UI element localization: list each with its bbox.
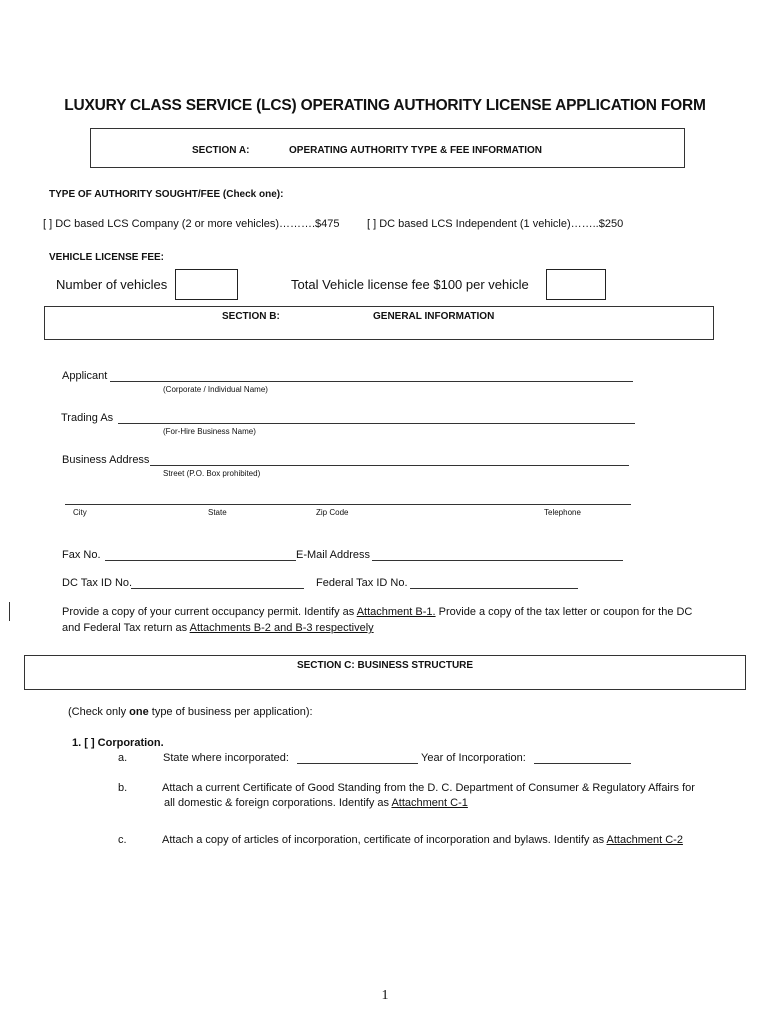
- form-title: LUXURY CLASS SERVICE (LCS) OPERATING AUTHORITY LICENSE APPLICATION FORM: [64, 97, 706, 114]
- applicant-label: Applicant: [62, 370, 108, 382]
- section-b-label: SECTION B:: [222, 311, 280, 322]
- num-vehicles-field[interactable]: [175, 269, 238, 300]
- margin-marker: [9, 602, 10, 621]
- check-bold: one: [129, 706, 149, 718]
- option-lcs-independent[interactable]: [ ] DC based LCS Independent (1 vehicle)……..$250: [367, 218, 624, 230]
- item-c-text-main: Attach a copy of articles of incorporation, certificate of incorporation and bylaws. Identify as: [162, 834, 607, 846]
- page-number: 1: [381, 988, 389, 1003]
- item-b-text-line1: Attach a current Certificate of Good Standing from the D. C. Department of Consumer & Regulatory Affairs for: [162, 782, 695, 794]
- email-label: E-Mail Address: [296, 549, 370, 561]
- note-text-2: Provide a copy of the tax letter or coupon for the DC: [435, 606, 693, 618]
- num-vehicles-label: Number of vehicles: [56, 277, 168, 292]
- section-b-heading: GENERAL INFORMATION: [373, 311, 495, 322]
- fed-tax-label: Federal Tax ID No.: [316, 577, 408, 589]
- vehicle-fee-heading: VEHICLE LICENSE FEE:: [49, 252, 165, 263]
- item-b-label: b.: [118, 782, 128, 794]
- zip-label: Zip Code: [316, 508, 349, 517]
- applicant-hint: (Corporate / Individual Name): [163, 385, 268, 394]
- check-post: type of business per application):: [148, 706, 313, 718]
- dc-tax-input[interactable]: [131, 588, 304, 589]
- email-input[interactable]: [372, 560, 623, 561]
- section-a-label: SECTION A:: [192, 145, 250, 156]
- trading-as-label: Trading As: [61, 412, 114, 424]
- check-pre: (Check only: [68, 706, 130, 718]
- total-fee-field[interactable]: [546, 269, 606, 300]
- trading-as-hint: (For-Hire Business Name): [163, 427, 256, 436]
- fax-label: Fax No.: [62, 549, 101, 561]
- applicant-input[interactable]: [110, 381, 633, 382]
- item-b-text2: all domestic & foreign corporations. Identify as: [164, 797, 392, 809]
- business-address-input[interactable]: [150, 465, 629, 466]
- check-one-instruction: [68, 706, 313, 718]
- attachment-b1: Attachment B-1.: [356, 606, 436, 618]
- city-state-zip-input[interactable]: [65, 504, 631, 505]
- fax-input[interactable]: [105, 560, 296, 561]
- attachment-b2-b3: Attachments B-2 and B-3 respectively: [189, 622, 374, 634]
- note-text-1: Provide a copy of your current occupancy permit. Identify as: [62, 606, 357, 618]
- authority-type-heading: TYPE OF AUTHORITY SOUGHT/FEE (Check one):: [49, 189, 284, 200]
- dc-tax-label: DC Tax ID No.: [62, 577, 133, 589]
- total-fee-label: Total Vehicle license fee $100 per vehicle: [291, 277, 529, 292]
- business-address-hint: Street (P.O. Box prohibited): [163, 469, 261, 478]
- item-a-label: a.: [118, 752, 128, 764]
- attachment-note-line2: [62, 622, 374, 634]
- attachment-note-line1: [62, 606, 692, 618]
- corporation-option[interactable]: 1. [ ] Corporation.: [72, 737, 164, 749]
- attachment-c1: Attachment C-1: [391, 797, 468, 809]
- state-incorporated-input[interactable]: [297, 763, 418, 764]
- item-c-label: c.: [118, 834, 127, 846]
- city-label: City: [73, 508, 87, 517]
- note-text-3: and Federal Tax return as: [62, 622, 190, 634]
- section-c-heading: SECTION C: BUSINESS STRUCTURE: [296, 660, 474, 671]
- trading-as-input[interactable]: [118, 423, 635, 424]
- item-b-text-line2: [164, 797, 468, 809]
- year-incorporation-input[interactable]: [534, 763, 631, 764]
- state-label: State: [208, 508, 227, 517]
- fed-tax-input[interactable]: [410, 588, 578, 589]
- business-address-label: Business Address: [62, 454, 150, 466]
- state-incorporated-label: State where incorporated:: [163, 752, 289, 764]
- item-c-text: [162, 834, 683, 846]
- attachment-c2: Attachment C-2: [606, 834, 683, 846]
- telephone-label: Telephone: [544, 508, 581, 517]
- section-a-heading: OPERATING AUTHORITY TYPE & FEE INFORMATION: [289, 145, 542, 156]
- option-lcs-company[interactable]: [ ] DC based LCS Company (2 or more vehicles)……….$475: [43, 218, 340, 230]
- year-incorporation-label: Year of Incorporation:: [421, 752, 526, 764]
